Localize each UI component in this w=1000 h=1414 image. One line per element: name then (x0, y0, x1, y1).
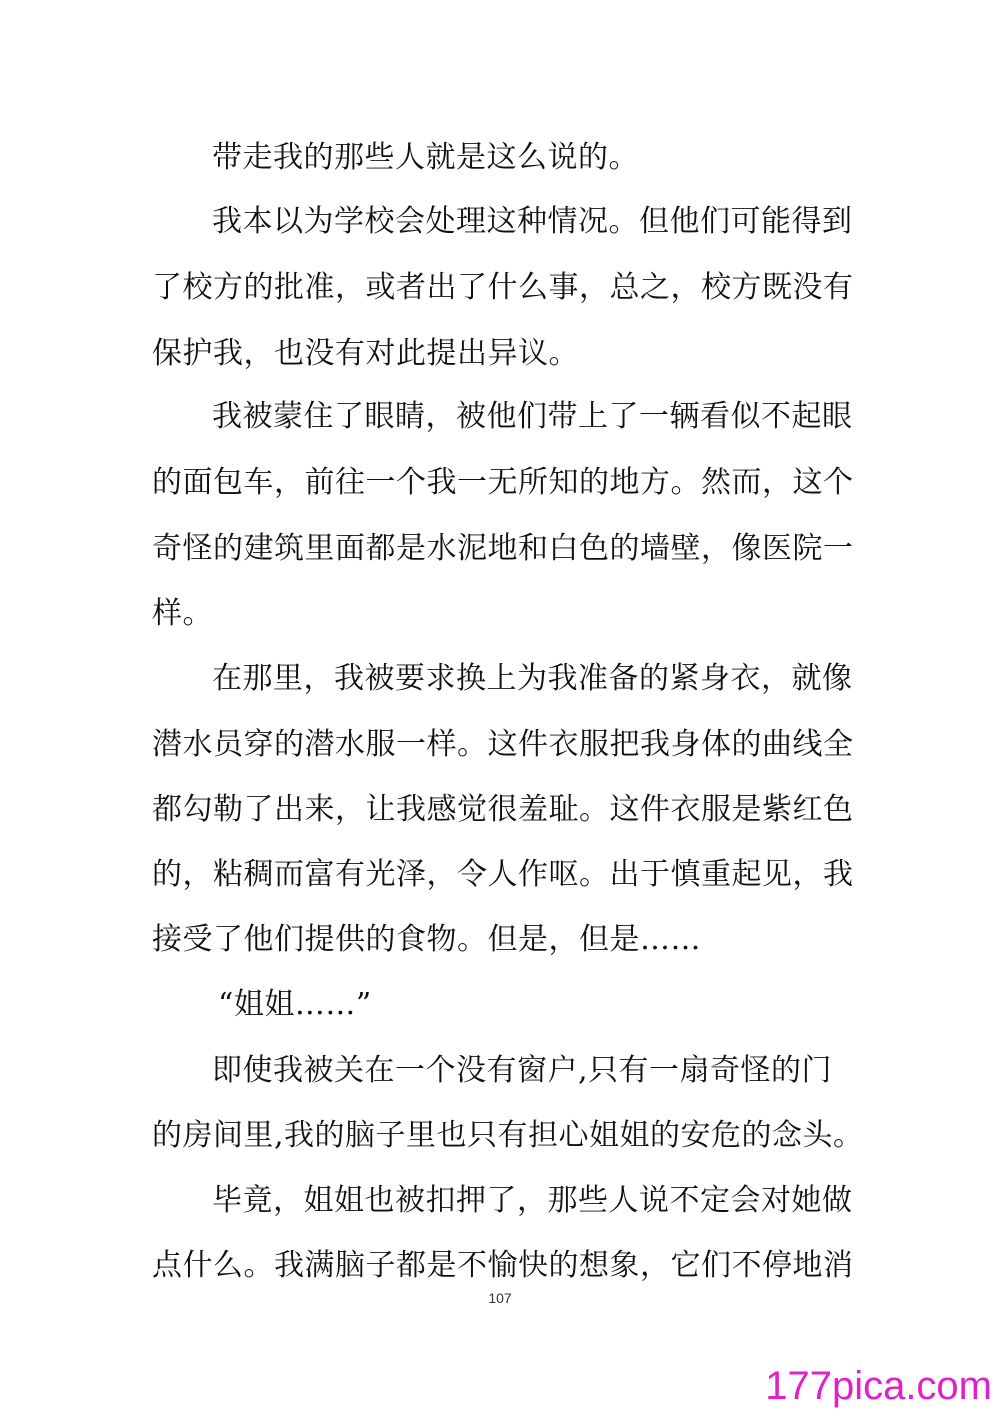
text-line: 都勾勒了出来，让我感觉很羞耻。这件衣服是紫红色 (152, 792, 854, 827)
text-line: 即使我被关在一个没有窗户,只有一扇奇怪的门 (212, 1053, 833, 1088)
text-line: 在那里，我被要求换上为我准备的紧身衣，就像 (212, 661, 853, 696)
text-line: 带走我的那些人就是这么说的。 (212, 140, 639, 175)
text-line: 我本以为学校会处理这种情况。但他们可能得到 (212, 204, 853, 239)
text-line: 点什么。我满脑子都是不愉快的想象，它们不停地消 (152, 1248, 854, 1283)
text-line: 奇怪的建筑里面都是水泥地和白色的墙壁，像医院一 (152, 531, 854, 566)
text-line: 接受了他们提供的食物。但是，但是…… (152, 922, 701, 957)
text-line: 了校方的批准，或者出了什么事，总之，校方既没有 (152, 270, 854, 305)
page-number: 107 (488, 1290, 512, 1306)
text-line: 潜水员穿的潜水服一样。这件衣服把我身体的曲线全 (152, 727, 854, 762)
text-line: 的房间里,我的脑子里也只有担心姐姐的安危的念头。 (152, 1118, 864, 1153)
text-line: 的面包车，前往一个我一无所知的地方。然而，这个 (152, 465, 854, 500)
text-line: 毕竟，姐姐也被扣押了，那些人说不定会对她做 (212, 1183, 853, 1218)
text-line: 样。 (152, 596, 213, 631)
text-line: 我被蒙住了眼睛，被他们带上了一辆看似不起眼 (212, 399, 853, 434)
watermark: 177pica.com (765, 1364, 992, 1408)
text-line: 的，粘稠而富有光泽，令人作呕。出于慎重起见，我 (152, 857, 854, 892)
text-line: 保护我，也没有对此提出异议。 (152, 336, 579, 371)
text-line: “姐姐……” (218, 987, 372, 1022)
